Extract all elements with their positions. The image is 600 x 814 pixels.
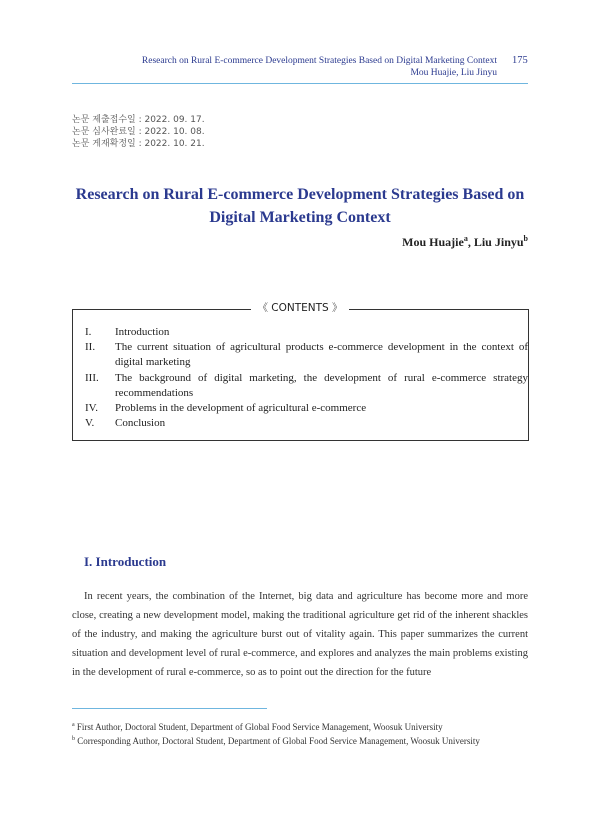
footnote xyxy=(72,733,480,747)
toc-number: II. xyxy=(85,341,96,354)
author-name: Mou Huajie xyxy=(402,235,464,249)
toc-text: Introduction xyxy=(115,326,170,338)
author-separator: , xyxy=(467,235,474,249)
toc-item xyxy=(85,371,528,401)
author-name: Liu Jinyu xyxy=(473,235,524,249)
header-divider xyxy=(72,83,528,84)
toc-text: The background of digital marketing, the development of rural e-commerce strategy recommendations xyxy=(115,371,528,399)
toc-text: Conclusion xyxy=(115,417,166,430)
footnote-divider xyxy=(72,708,267,709)
footnote-text: Corresponding Author, Doctoral Student, Department of Global Food Service Management, Woosuk University xyxy=(77,736,480,746)
toc-text: Problems in the development of agricultural e-commerce xyxy=(115,402,367,415)
toc-number: I. xyxy=(85,326,92,338)
author-mark: b xyxy=(523,234,528,243)
toc-number: III. xyxy=(85,371,99,384)
footnote xyxy=(72,719,480,733)
date-accepted: 논문 게재확정일 : 2022. 10. 21. xyxy=(72,139,205,149)
page-number: 175 xyxy=(512,55,528,66)
footnote-mark: a xyxy=(72,722,75,728)
running-title: Research on Rural E-commerce Development Strategies Based on Digital Marketing Context xyxy=(141,56,497,66)
toc-item xyxy=(85,340,528,370)
toc-number: V. xyxy=(85,417,95,430)
toc-item xyxy=(85,401,528,416)
footnotes xyxy=(72,719,480,747)
toc-item xyxy=(85,416,528,431)
submission-dates xyxy=(72,114,205,150)
contents-label: 《 CONTENTS 》 xyxy=(0,300,600,315)
author-line xyxy=(402,234,528,250)
footnote-mark: b xyxy=(72,736,75,742)
running-authors: Mou Huajie, Liu Jinyu xyxy=(410,68,497,78)
toc-item xyxy=(85,325,528,340)
intro-paragraph: In recent years, the combination of the Internet, big data and agriculture has become more and more close, creating a new development model, making the traditional agriculture get rid of the inherent shackles of the industry, and making the agriculture burst out of vitality again. This paper summarizes the current situation and development level of rural e-commerce, and explores and analyzes the main problems existing in the development of rural e-commerce, so as to point out the direction for the future xyxy=(72,591,528,679)
footnote-text: First Author, Doctoral Student, Department of Global Food Service Management, Woosuk University xyxy=(76,722,443,732)
author-mark: a xyxy=(463,234,468,243)
date-submitted: 논문 제출접수일 : 2022. 09. 17. xyxy=(72,115,205,125)
toc-text: The current situation of agricultural products e-commerce development in the context of digital marketing xyxy=(115,341,528,369)
date-reviewed: 논문 심사완료일 : 2022. 10. 08. xyxy=(72,127,205,137)
paper-title: Research on Rural E-commerce Development Strategies Based on Digital Marketing Context xyxy=(75,186,525,226)
section-heading: I. Introduction xyxy=(84,554,167,569)
table-of-contents xyxy=(85,325,528,431)
toc-number: IV. xyxy=(85,402,98,415)
running-header xyxy=(142,55,497,79)
